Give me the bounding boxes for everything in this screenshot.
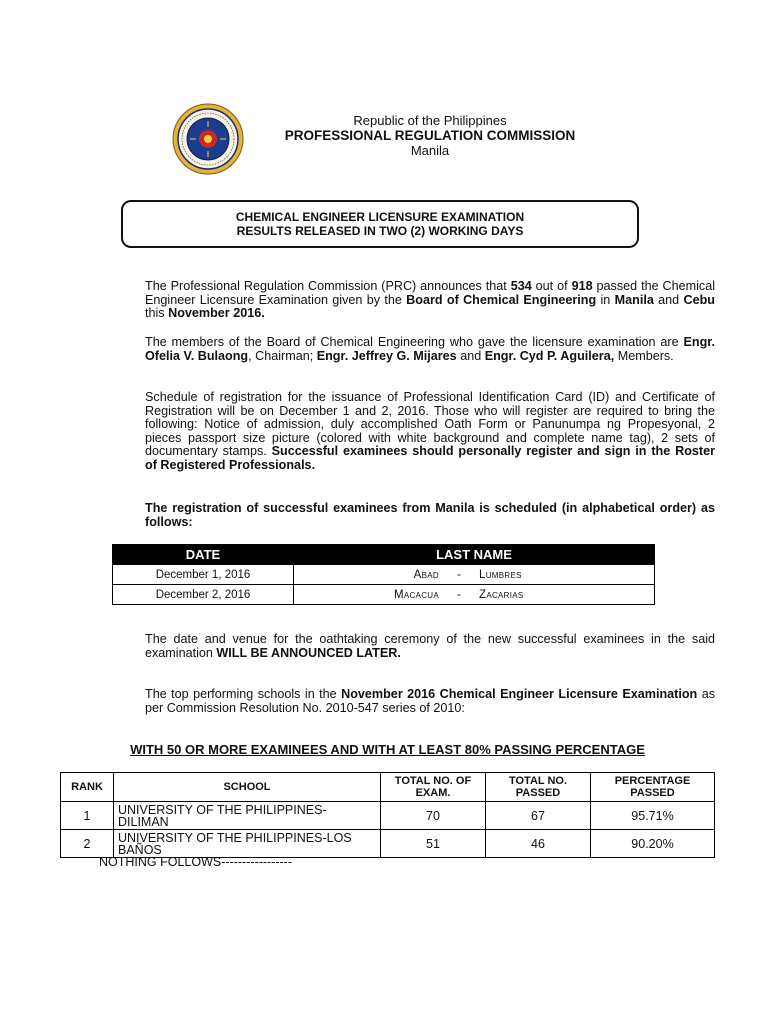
table-header-row	[61, 773, 715, 802]
name-range-dash: -	[449, 565, 469, 585]
school-name: UNIVERSITY OF THE PHILIPPINES-LOS BAÑOS	[114, 830, 381, 858]
column-header: SCHOOL	[114, 773, 381, 802]
p3-bold: Successful examinees should personally register and sign in the Roster of Registered Professionals.	[145, 444, 716, 472]
board-member: Engr. Cyd P. Aguilera,	[484, 348, 615, 363]
board-members-paragraph	[99, 336, 715, 363]
p1-text: in	[596, 292, 615, 307]
nothing-follows-note: NOTHING FOLLOWS-----------------	[99, 855, 292, 869]
column-header: PERCENTAGE PASSED	[591, 773, 715, 802]
p3-text: Schedule of registration for the issuance of Professional Identification Card (ID) and Certificate of Registration will be on December 1 and 2, 2016. Those who will register are required to bring the following: Notice of admission, duly accomplished Oath Form or Panunumpa ng Propesyonal, 2 pieces passport size picture (colored with white background and complete name tag), 2 sets of documentary stamps.	[145, 390, 715, 459]
p2-text: , Chairman;	[248, 348, 317, 363]
country-name: Republic of the Philippines	[353, 113, 507, 128]
p5-text: The date and venue for the oathtaking ceremony of the new successful examinees in the said examination	[145, 632, 715, 660]
location-cebu: Cebu	[683, 292, 715, 307]
schedule-date: December 1, 2016	[113, 565, 294, 585]
registration-schedule-table	[112, 544, 655, 605]
city-name: Manila	[410, 143, 450, 158]
p1-text: and	[653, 292, 684, 307]
table-row	[61, 830, 715, 858]
school-percentage: 90.20%	[591, 830, 715, 858]
school-total-exam: 70	[381, 802, 486, 830]
exam-date: November 2016.	[168, 306, 265, 321]
name-range-end: Lumbres	[469, 565, 655, 585]
table-row	[113, 585, 655, 605]
school-percentage: 95.71%	[591, 802, 715, 830]
p1-text: passed the Chemical Engineer Licensure Examination given by the	[145, 279, 716, 307]
board-name: Board of Chemical Engineering	[406, 292, 597, 307]
column-header: LAST NAME	[294, 545, 655, 565]
column-header: TOTAL NO. OF EXAM.	[381, 773, 486, 802]
school-rank: 2	[61, 830, 114, 858]
p2-text: and	[456, 348, 485, 363]
title-line-2: RESULTS RELEASED IN TWO (2) WORKING DAYS	[236, 224, 524, 238]
announcement-paragraph	[99, 280, 715, 321]
table-row	[61, 802, 715, 830]
p1-text: The Professional Regulation Commission (PRC) announces that	[145, 279, 511, 293]
name-range-start: Macacua	[294, 585, 450, 605]
oathtaking-paragraph	[99, 633, 715, 660]
school-total-passed: 67	[486, 802, 591, 830]
school-rank: 1	[61, 802, 114, 830]
p6-bold: November 2016 Chemical Engineer Licensure Examination	[341, 687, 698, 701]
table-row	[113, 565, 655, 585]
school-total-passed: 46	[486, 830, 591, 858]
p1-text: this	[145, 306, 169, 321]
p6-text: as per Commission Resolution No. 2010-547 series of 2010:	[145, 687, 716, 715]
table-header-row	[113, 545, 655, 565]
column-header: RANK	[61, 773, 114, 802]
board-member: Engr. Jeffrey G. Mijares	[316, 348, 457, 363]
schools-subheading: WITH 50 OR MORE EXAMINEES AND WITH AT LEAST 80% PASSING PERCENTAGE	[130, 742, 645, 757]
registration-paragraph	[99, 391, 715, 473]
name-range-start: Abad	[294, 565, 450, 585]
title-line-1: CHEMICAL ENGINEER LICENSURE EXAMINATION	[235, 210, 525, 224]
document-title-box	[121, 200, 639, 248]
manila-schedule-intro	[99, 502, 715, 529]
total-count: 918	[571, 279, 593, 293]
name-range-end: Zacarias	[469, 585, 655, 605]
p1-text: out of	[531, 279, 572, 293]
letterhead	[260, 113, 600, 158]
p2-text: Members.	[614, 348, 674, 363]
p5-bold: WILL BE ANNOUNCED LATER.	[216, 645, 401, 660]
school-name: UNIVERSITY OF THE PHILIPPINES-DILIMAN	[114, 802, 381, 830]
agency-name: PROFESSIONAL REGULATION COMMISSION	[284, 128, 576, 143]
location-manila: Manila	[614, 292, 654, 307]
p4-bold: The registration of successful examinees from Manila is scheduled (in alphabetical order) as follows:	[145, 501, 715, 529]
p6-text: The top performing schools in the	[145, 687, 342, 701]
prc-seal-logo	[172, 103, 244, 175]
top-schools-table	[60, 772, 715, 858]
passed-count: 534	[510, 279, 532, 293]
school-total-exam: 51	[381, 830, 486, 858]
p2-text: The members of the Board of Chemical Engineering who gave the licensure examination are	[145, 335, 684, 349]
board-chairman: Engr. Ofelia V. Bulaong	[145, 335, 715, 363]
top-schools-intro	[99, 688, 715, 715]
schedule-date: December 2, 2016	[113, 585, 294, 605]
column-header: TOTAL NO. PASSED	[486, 773, 591, 802]
name-range-dash: -	[449, 585, 469, 605]
column-header: DATE	[113, 545, 294, 565]
